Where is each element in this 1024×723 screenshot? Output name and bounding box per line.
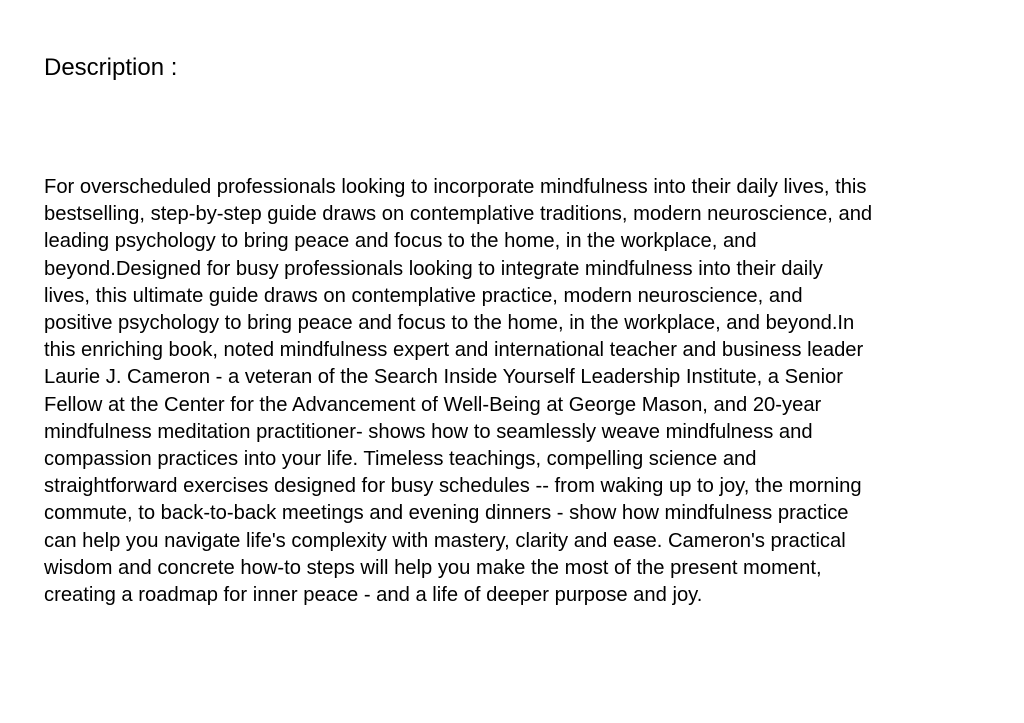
description-line: commute, to back-to-back meetings and evening dinners - show how mindfulness practice: [44, 502, 849, 525]
description-line: can help you navigate life's complexity with mastery, clarity and ease. Cameron's practical: [44, 529, 846, 552]
description-line: compassion practices into your life. Timeless teachings, compelling science and: [44, 448, 757, 471]
description-body: [44, 174, 989, 609]
description-line: Laurie J. Cameron - a veteran of the Search Inside Yourself Leadership Institute, a Senior: [44, 366, 844, 389]
description-line: straightforward exercises designed for busy schedules -- from waking up to joy, the morning: [44, 475, 862, 498]
description-line: Fellow at the Center for the Advancement of Well-Being at George Mason, and 20-year: [44, 393, 822, 416]
description-line: wisdom and concrete how-to steps will help you make the most of the present moment,: [44, 556, 822, 579]
description-line: For overscheduled professionals looking to incorporate mindfulness into their daily lives, this: [44, 176, 867, 198]
description-line: this enriching book, noted mindfulness expert and international teacher and business leader: [44, 339, 864, 362]
description-heading: Description :: [44, 54, 178, 81]
description-line: beyond.Designed for busy professionals looking to integrate mindfulness into their daily: [44, 257, 823, 280]
description-line: mindfulness meditation practitioner- shows how to seamlessly weave mindfulness and: [44, 420, 813, 443]
description-line: bestselling, step-by-step guide draws on contemplative traditions, modern neuroscience, and: [44, 203, 873, 226]
description-line: positive psychology to bring peace and focus to the home, in the workplace, and beyond.In: [44, 312, 855, 335]
description-line: creating a roadmap for inner peace - and a life of deeper purpose and joy.: [44, 584, 703, 607]
description-line: leading psychology to bring peace and focus to the home, in the workplace, and: [44, 230, 757, 253]
description-line: lives, this ultimate guide draws on contemplative practice, modern neuroscience, and: [44, 284, 803, 307]
